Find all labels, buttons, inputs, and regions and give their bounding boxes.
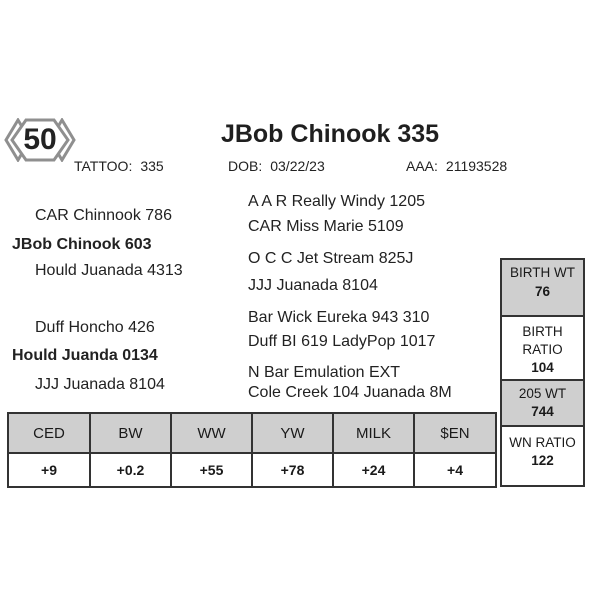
epd-value-en: +4	[447, 462, 463, 478]
sire: JBob Chinook 603	[12, 236, 152, 253]
wt205-label: 205 WT	[518, 386, 567, 401]
birth-ratio-cell	[502, 317, 583, 381]
birth-ratio-label-2: RATIO	[522, 342, 563, 357]
wn-ratio-value: 122	[531, 453, 554, 468]
epd-value-bw: +0.2	[90, 453, 171, 486]
tattoo-label: TATTOO:	[74, 158, 133, 174]
dam-dam: JJJ Juanada 8104	[35, 376, 165, 393]
dam-sire: Duff Honcho 426	[35, 319, 155, 336]
sire-dam-sire: O C C Jet Stream 825J	[248, 250, 414, 267]
epd-value-milk: +24	[333, 453, 414, 486]
animal-name: JBob Chinook 335	[220, 120, 440, 148]
dam-dam-sire: N Bar Emulation EXT	[248, 364, 401, 381]
dob-value: 03/22/23	[270, 158, 325, 174]
lot-number: 50	[23, 123, 57, 156]
aaa-info	[406, 158, 507, 174]
wn-ratio-label: WN RATIO	[509, 435, 576, 450]
birth-ratio-value: 104	[531, 360, 554, 375]
birth-weight-label: BIRTH WT	[510, 265, 575, 280]
birth-weight-cell	[502, 260, 583, 317]
epd-header-ww: WW	[171, 414, 252, 453]
epd-header-ced: CED	[9, 414, 90, 453]
birth-ratio-label-1: BIRTH	[522, 324, 563, 339]
dam-sire-dam: Duff BI 619 LadyPop 1017	[248, 333, 436, 350]
epd-table	[7, 412, 497, 488]
wn-ratio-cell	[502, 427, 583, 485]
epd-header-row	[9, 414, 495, 453]
sire-sire-sire: A A R Really Windy 1205	[248, 193, 425, 210]
birth-weight-value: 76	[534, 284, 551, 299]
epd-header-yw: YW	[252, 414, 333, 453]
tattoo-value: 335	[140, 158, 164, 174]
lot-badge	[4, 118, 76, 162]
aaa-label: AAA:	[406, 158, 438, 174]
aaa-value: 21193528	[445, 158, 508, 174]
dam-sire-sire: Bar Wick Eureka 943 310	[248, 309, 430, 326]
dam: Hould Juanda 0134	[12, 347, 158, 364]
epd-value-ww: +55	[171, 453, 252, 486]
epd-header-en: $EN	[414, 414, 495, 453]
epd-value-yw: +78	[252, 453, 333, 486]
dob-label: DOB:	[228, 158, 263, 174]
epd-value-ced: +9	[9, 453, 90, 486]
stats-box	[500, 258, 585, 487]
epd-value-row	[9, 453, 495, 486]
sire-sire-dam: CAR Miss Marie 5109	[248, 218, 404, 235]
sire-sire: CAR Chinnook 786	[35, 207, 172, 224]
sire-dam-dam: JJJ Juanada 8104	[248, 277, 378, 294]
dam-dam-dam: Cole Creek 104 Juanada 8M	[248, 384, 452, 401]
epd-header-milk: MILK	[333, 414, 414, 453]
wt205-cell	[502, 381, 583, 427]
tattoo-info	[74, 158, 164, 174]
sire-dam: Hould Juanada 4313	[35, 262, 183, 279]
wt205-value: 744	[531, 404, 554, 419]
epd-header-bw: BW	[90, 414, 171, 453]
dob-info	[228, 158, 325, 174]
